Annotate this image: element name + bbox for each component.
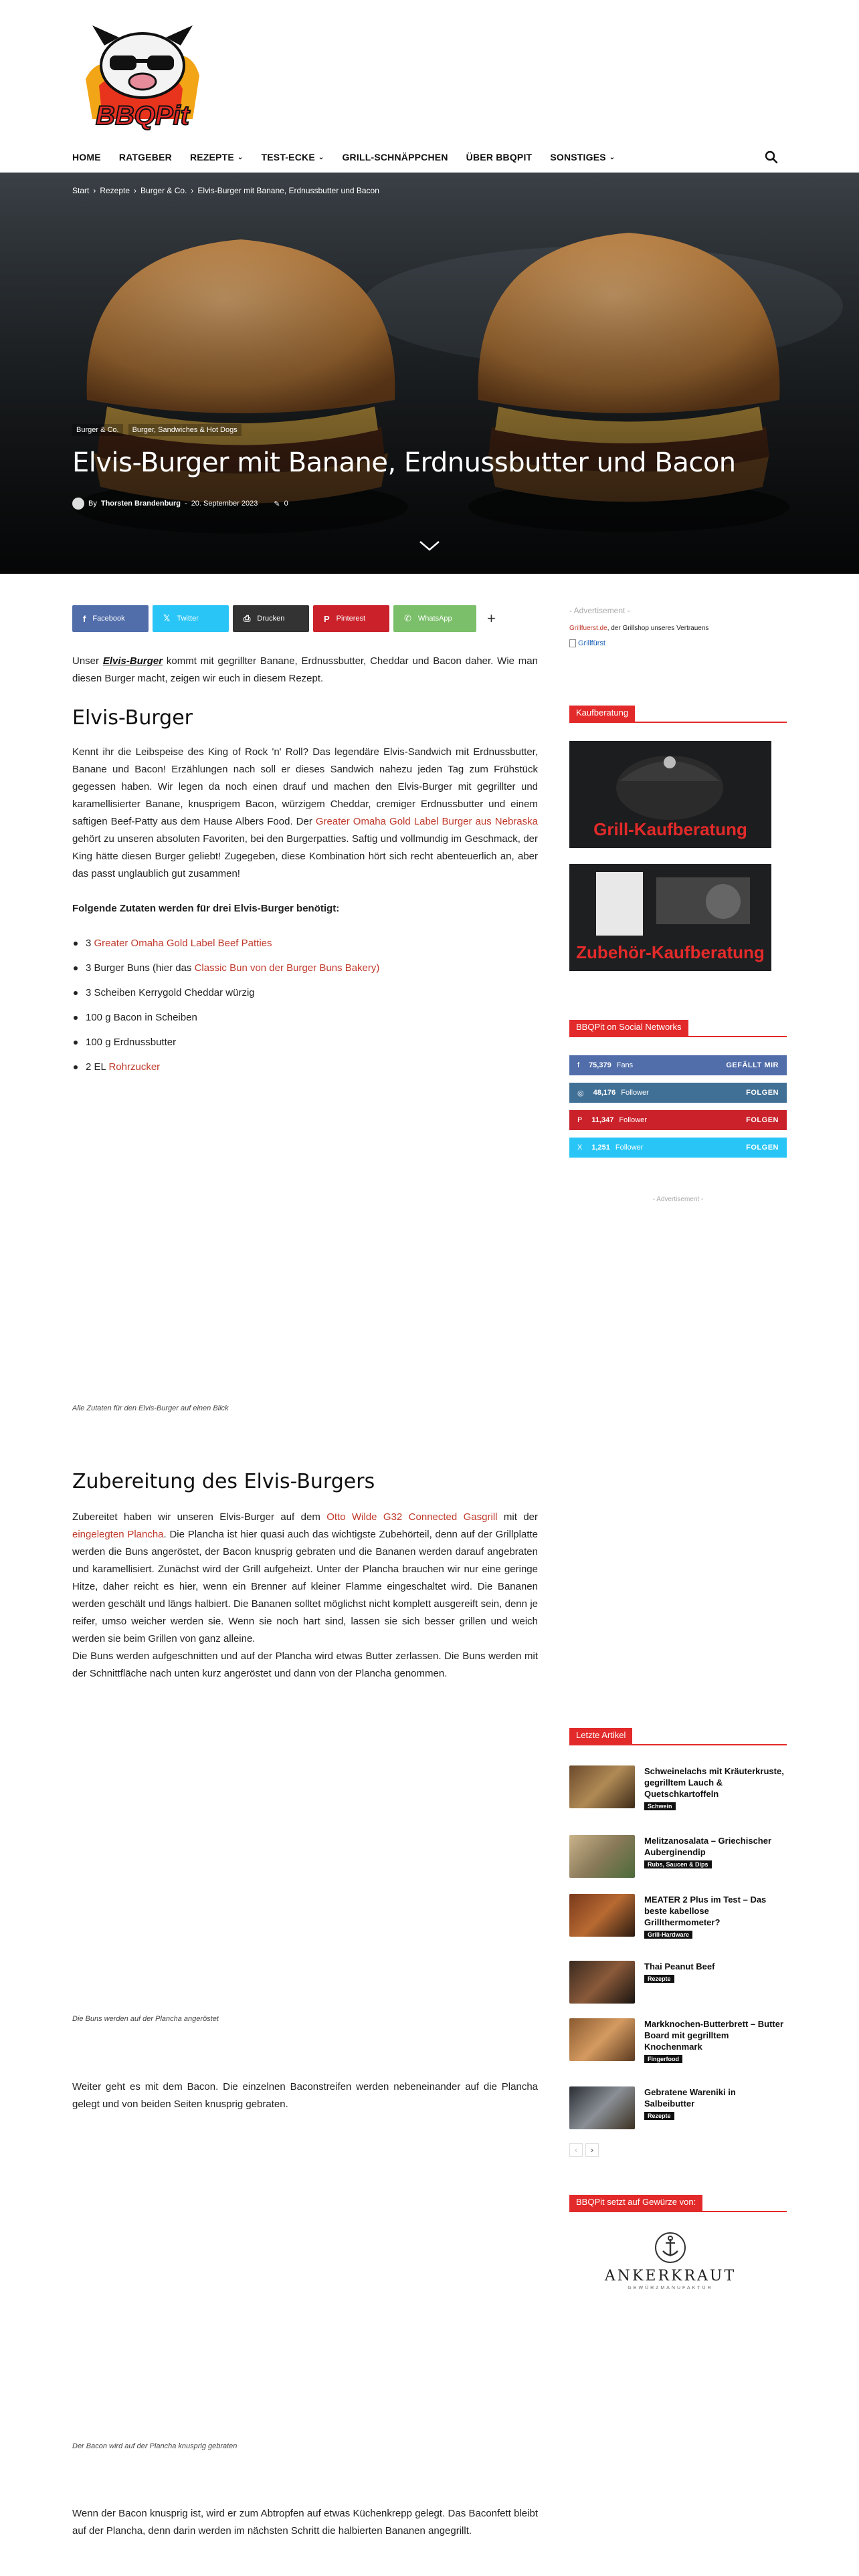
print-icon: ⎙ xyxy=(244,613,251,623)
image-caption: Der Bacon wird auf der Plancha knusprig gebraten xyxy=(72,2442,237,2450)
article-title[interactable]: Thai Peanut Beef xyxy=(644,1961,715,1971)
article-title[interactable]: MEATER 2 Plus im Test – Das beste kabellose Grillthermometer? xyxy=(644,1895,767,1927)
article-thumbnail[interactable] xyxy=(569,1835,635,1878)
widget-divider xyxy=(569,722,787,723)
nav-rezepte[interactable]: REZEPTE ⌄ xyxy=(189,152,244,163)
share-whatsapp-button[interactable]: ✆ WhatsApp xyxy=(393,605,476,632)
zubehoer-kaufberatung-banner[interactable] xyxy=(569,864,771,971)
chevron-down-icon[interactable] xyxy=(416,538,443,554)
ad-label: - Advertisement - xyxy=(569,606,630,615)
latest-article[interactable] xyxy=(569,1961,787,2006)
article-thumbnail[interactable] xyxy=(569,1765,635,1808)
comment-icon[interactable]: ✎ xyxy=(274,500,280,508)
list-item: 3 Greater Omaha Gold Label Beef Patties xyxy=(72,935,538,952)
ad-link[interactable]: Grillfuerst.de xyxy=(569,625,607,632)
social-pinterest[interactable]: P 11,347 Follower FOLGEN xyxy=(569,1110,787,1130)
latest-article[interactable] xyxy=(569,2086,787,2132)
comment-count[interactable]: 0 xyxy=(284,500,288,508)
article-tag[interactable]: Rezepte xyxy=(644,2112,674,2120)
author-avatar[interactable] xyxy=(72,498,84,510)
list-item: 2 EL Rohrzucker xyxy=(72,1059,538,1076)
share-facebook-button[interactable]: f Facebook xyxy=(72,605,149,632)
prev-page-button[interactable]: ‹ xyxy=(569,2143,583,2157)
category-tag[interactable]: Burger, Sandwiches & Hot Dogs xyxy=(128,424,242,436)
banner-title: Grill-Kaufberatung xyxy=(593,819,747,839)
intro-paragraph: Unser Elvis-Burger kommt mit gegrillter Banane, Erdnussbutter, Cheddar und Bacon daher. Wie man diesen Burger macht, zeigen wir euch in diesem Rezept. xyxy=(72,655,538,684)
page-title: Elvis-Burger mit Banane, Erdnussbutter und Bacon xyxy=(72,447,736,478)
anchor-icon xyxy=(654,2231,687,2264)
author-name[interactable]: Thorsten Brandenburg xyxy=(100,500,181,508)
article-title[interactable]: Gebratene Wareniki in Salbeibutter xyxy=(644,2087,736,2109)
article-tag[interactable]: Rubs, Saucen & Dips xyxy=(644,1860,712,1868)
ankerkraut-logo[interactable] xyxy=(569,2231,771,2290)
inline-link[interactable]: eingelegten Plancha xyxy=(72,1529,164,1540)
latest-article[interactable] xyxy=(569,2018,787,2064)
article-tag[interactable]: Schwein xyxy=(644,1802,676,1810)
post-meta: By Thorsten Brandenburg - 20. September 2023 ✎ 0 xyxy=(72,498,288,510)
brand-name: ANKERKRAUT xyxy=(604,2268,737,2284)
ad-image[interactable]: Grillfürst xyxy=(569,639,605,647)
section-heading: Zubereitung des Elvis-Burgers xyxy=(72,1470,375,1493)
inline-link[interactable]: Rohrzucker xyxy=(108,1061,161,1073)
article-thumbnail[interactable] xyxy=(569,2018,635,2061)
main-nav xyxy=(72,140,787,174)
intro-link[interactable]: Elvis-Burger xyxy=(102,655,163,667)
share-bar xyxy=(72,605,502,632)
inline-link[interactable]: Greater Omaha Gold Label Burger aus Nebraska xyxy=(315,816,538,827)
social-facebook[interactable]: f 75,379 Fans GEFÄLLT MIR xyxy=(569,1055,787,1075)
breadcrumb-current: Elvis-Burger mit Banane, Erdnussbutter und Bacon xyxy=(197,186,379,195)
article-title[interactable]: Schweinelachs mit Kräuterkruste, gegrilltem Lauch & Quetschkartoffeln xyxy=(644,1766,784,1799)
breadcrumb-start[interactable]: Start xyxy=(72,186,90,195)
x-icon: 𝕏 xyxy=(163,613,171,623)
share-twitter-button[interactable]: 𝕏 Twitter xyxy=(153,605,229,632)
paragraph: Weiter geht es mit dem Bacon. Die einzelnen Baconstreifen werden nebeneinander auf die Plancha gelegt und von beiden Seiten knusprig gebraten. xyxy=(72,2081,538,2110)
facebook-icon: f xyxy=(83,613,86,624)
social-instagram[interactable]: ◎ 48,176 Follower FOLGEN xyxy=(569,1083,787,1103)
list-item: 100 g Erdnussbutter xyxy=(72,1034,538,1051)
ad-text: Grillfuerst.de, der Grillshop unseres Vertrauens xyxy=(569,625,709,632)
widget-title: BBQPit setzt auf Gewürze von: xyxy=(569,2195,702,2211)
brand-subtitle: GEWÜRZMANUFAKTUR xyxy=(628,2286,713,2290)
widget-divider xyxy=(569,2211,787,2212)
hero-image xyxy=(0,173,859,574)
list-item: 3 Scheiben Kerrygold Cheddar würzig xyxy=(72,984,538,1002)
print-button[interactable]: ⎙ Drucken xyxy=(233,605,309,632)
nav-ratgeber[interactable]: RATGEBER xyxy=(118,152,172,163)
share-pinterest-button[interactable]: P Pinterest xyxy=(313,605,389,632)
article-thumbnail[interactable] xyxy=(569,2086,635,2129)
widget-title: Letzte Artikel xyxy=(569,1728,632,1744)
widget-title: BBQPit on Social Networks xyxy=(569,1020,688,1036)
image-caption: Die Buns werden auf der Plancha angeröstet xyxy=(72,2015,219,2023)
ad-label: - Advertisement - xyxy=(652,1196,704,1203)
latest-article[interactable] xyxy=(569,1894,787,1939)
ingredients-heading: Folgende Zutaten werden für drei Elvis-Burger benötigt: xyxy=(72,903,340,914)
search-icon[interactable] xyxy=(760,146,783,169)
chevron-down-icon: ⌄ xyxy=(609,153,615,161)
facebook-icon: f xyxy=(577,1061,580,1069)
breadcrumb-separator: › xyxy=(134,186,137,195)
widget-divider xyxy=(569,1744,787,1745)
nav-test-ecke[interactable]: TEST-ECKE ⌄ xyxy=(261,152,324,163)
latest-article[interactable] xyxy=(569,1765,787,1811)
ingredients-list xyxy=(72,935,538,1083)
article-tag[interactable]: Grill-Hardware xyxy=(644,1931,692,1939)
instagram-icon: ◎ xyxy=(577,1089,584,1097)
nav-sonstiges[interactable]: SONSTIGES ⌄ xyxy=(550,152,615,163)
breadcrumb-rezepte[interactable]: Rezepte xyxy=(100,186,130,195)
site-logo[interactable] xyxy=(72,19,213,131)
article-tag[interactable]: Fingerfood xyxy=(644,2055,682,2063)
image-caption: Alle Zutaten für den Elvis-Burger auf einen Blick xyxy=(72,1404,229,1412)
inline-link[interactable]: Greater Omaha Gold Label Beef Patties xyxy=(94,938,272,949)
list-item: 3 Burger Buns (hier das Classic Bun von der Burger Buns Bakery) xyxy=(72,960,538,977)
latest-article[interactable] xyxy=(569,1835,787,1881)
logo-text: BBQPit xyxy=(96,101,189,130)
share-more-button[interactable]: + xyxy=(487,610,496,627)
chevron-down-icon: ⌄ xyxy=(237,153,244,161)
nav-ueber-bbqpit[interactable]: ÜBER BBQPIT xyxy=(466,152,533,163)
article-title[interactable]: Melitzanosalata – Griechischer Auberginendip xyxy=(644,1836,772,1857)
article-title[interactable]: Markknochen-Butterbrett – Butter Board mit gegrilltem Knochenmark xyxy=(644,2019,784,2052)
banner-title: Zubehör-Kaufberatung xyxy=(576,942,765,962)
nav-home[interactable]: HOME xyxy=(72,152,101,163)
chevron-down-icon: ⌄ xyxy=(318,153,324,161)
broken-image-icon xyxy=(569,639,576,647)
list-item: 100 g Bacon in Scheiben xyxy=(72,1009,538,1027)
breadcrumb-separator: › xyxy=(93,186,96,195)
pagination xyxy=(569,2143,599,2157)
inline-link[interactable]: Classic Bun von der Burger Buns Bakery) xyxy=(194,962,380,974)
paragraph: Kennt ihr die Leibspeise des King of Rock 'n' Roll? Das legendäre Elvis-Sandwich mit Erdnussbutter, Banane und Bacon! Erzählungen nach soll er dieses Sandwich nahezu jeden Tag zum Frühstück gegessen haben. Wir legen da noch einen drauf und machen den Elvis-Burger mit gegrillter und karamellisierter Banane, knusprigem Bacon, würzigem Cheddar, cremiger Erdnussbutter und einem saftigen Beef-Patty aus dem Hause Albers Food. Der Greater Omaha Gold Label Burger aus Nebraska gehört zu unseren absoluten Favoriten, bei den Burgerpatties. Saftig und vollmundig im Geschmack, der King hätte diesen Burger geliebt! Zugegeben, diese Kombination hört sich recht abenteuerlich an, aber das passt unglaublich gut zusammen! xyxy=(72,746,538,879)
article-thumbnail[interactable] xyxy=(569,1961,635,2004)
whatsapp-icon: ✆ xyxy=(404,613,411,623)
pinterest-icon: P xyxy=(577,1116,583,1124)
next-page-button[interactable]: › xyxy=(585,2143,599,2157)
section-heading: Elvis-Burger xyxy=(72,706,193,730)
grill-kaufberatung-banner[interactable] xyxy=(569,741,771,848)
breadcrumb-separator: › xyxy=(191,186,194,195)
widget-divider xyxy=(569,1036,787,1037)
pinterest-icon: P xyxy=(324,613,330,624)
breadcrumb-burger[interactable]: Burger & Co. xyxy=(140,186,187,195)
category-tags xyxy=(72,424,242,436)
category-tag[interactable]: Burger & Co. xyxy=(72,424,123,436)
nav-grill-schnaeppchen[interactable]: GRILL-SCHNÄPPCHEN xyxy=(342,152,448,163)
x-icon: X xyxy=(577,1144,583,1152)
article-thumbnail[interactable] xyxy=(569,1894,635,1937)
paragraph: Zubereitet haben wir unseren Elvis-Burger auf dem Otto Wilde G32 Connected Gasgrill mit der eingelegten Plancha. Die Plancha ist hier quasi auch das wichtigste Zubehörteil, denn auf der Grillplatte werden die Buns angeröstet, der Bacon knusprig gebraten und die Bananen werden darauf angebraten und karamellisiert. Zunächst wird der Grill aufgeheizt. Unter der Plancha brauchen wir nur eine geringe Hitze, daher reicht es hier, wenn ein Brenner auf kleiner Flamme eingeschaltet wird. Die Bananen werden geschält und längs halbiert. Die Bananen solltet möglichst nicht komplett ausgereift sein, denn je reifer, umso weicher werden sie. Wenn sie noch hart sind, lassen sie sich besser grillen und weich werden sie beim Grillen von ganz alleine. Die Buns werden aufgeschnitten und auf der Plancha wird etwas Butter zerlassen. Die Buns werden mit der Schnittfläche nach unten kurz angeröstet und dann von der Plancha genommen. xyxy=(72,1511,539,1679)
paragraph: Wenn der Bacon knusprig ist, wird er zum Abtropfen auf etwas Küchenkrepp gelegt. Das Baconfett bleibt auf der Plancha, denn darin werden im nächsten Schritt die halbierten Bananen angegrillt. xyxy=(72,2508,538,2537)
widget-title: Kaufberatung xyxy=(569,706,635,722)
article-tag[interactable]: Rezepte xyxy=(644,1975,674,1983)
breadcrumb xyxy=(72,186,379,195)
social-x[interactable]: X 1,251 Follower FOLGEN xyxy=(569,1138,787,1158)
post-date: 20. September 2023 xyxy=(191,500,258,508)
inline-link[interactable]: Otto Wilde G32 Connected Gasgrill xyxy=(326,1511,498,1523)
